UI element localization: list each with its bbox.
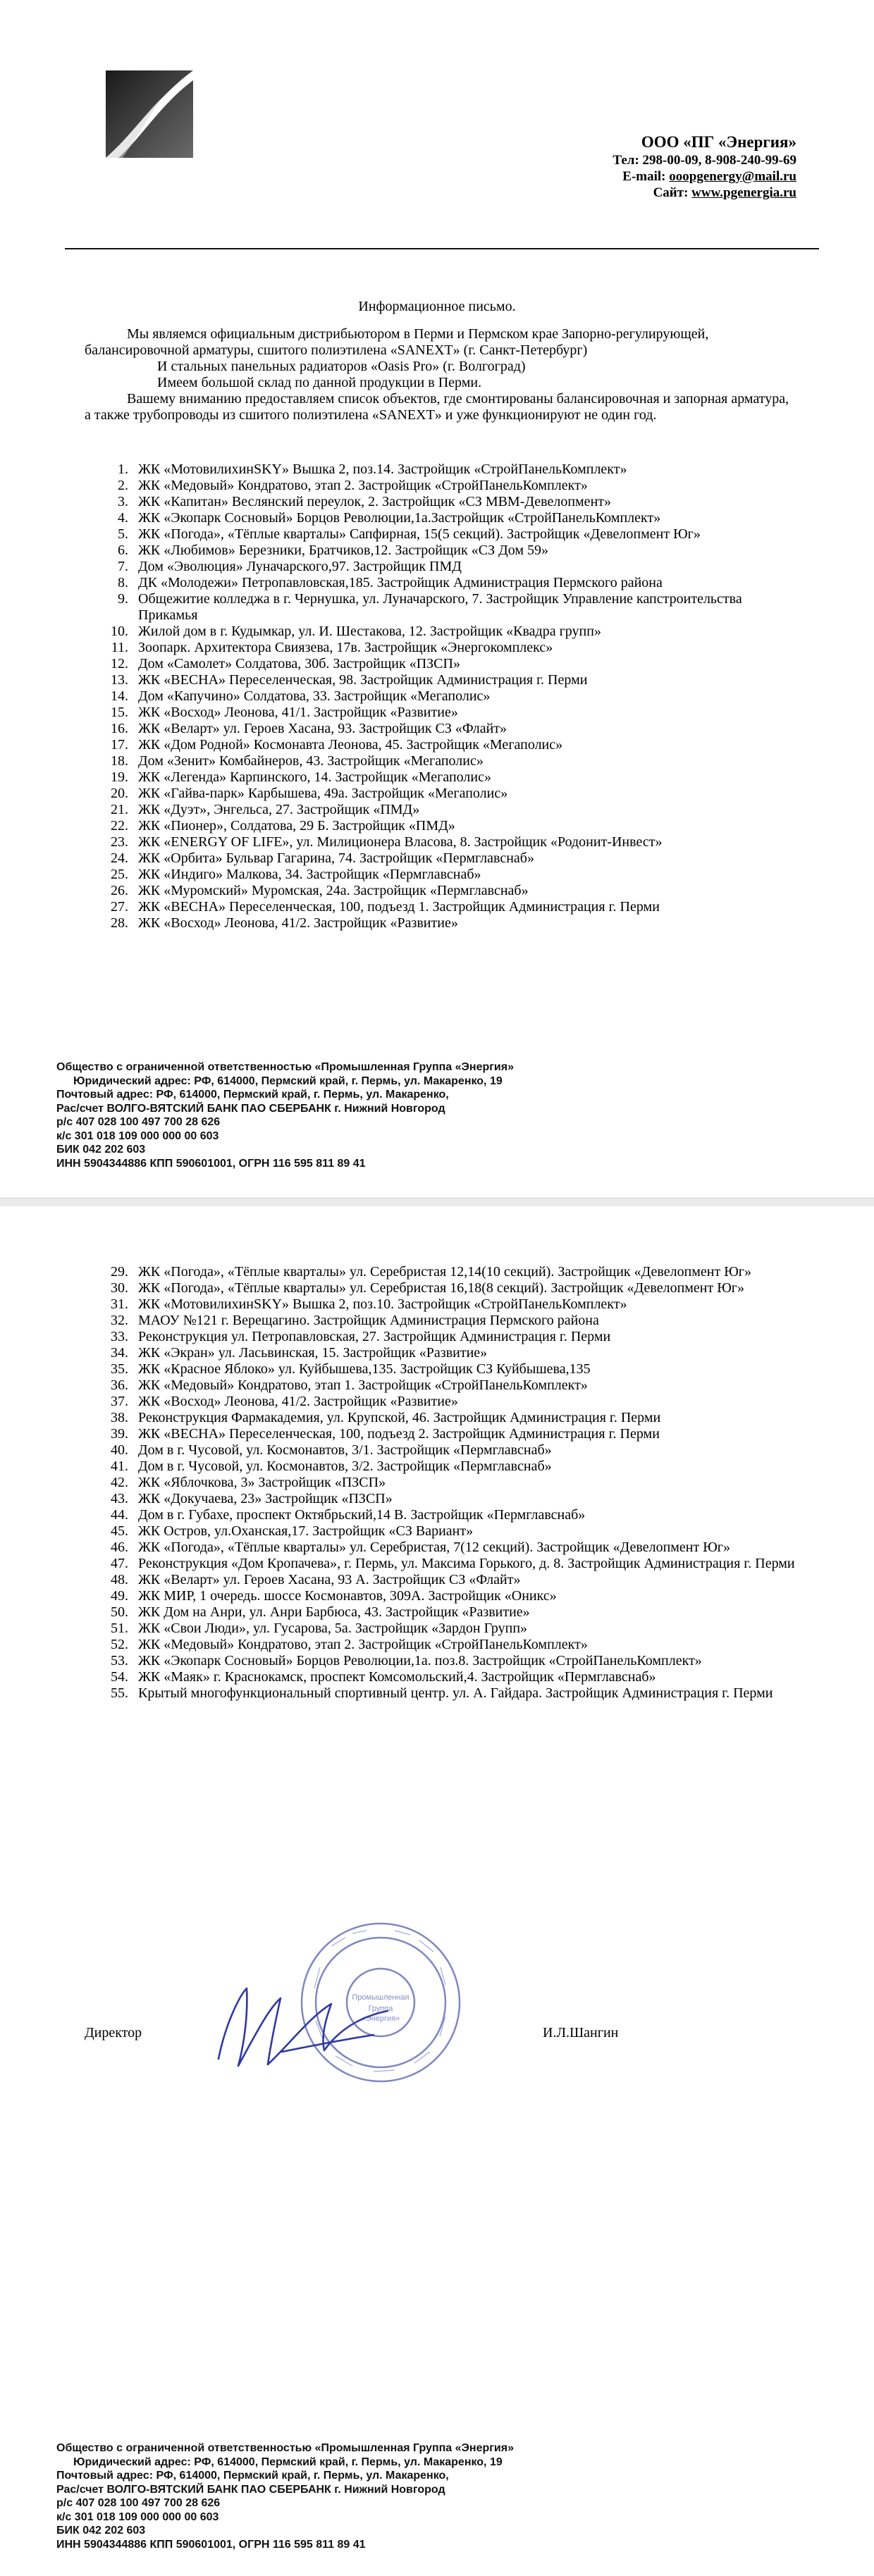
svg-text:Промышленная: Промышленная	[352, 1993, 410, 2002]
object-list-item	[110, 1523, 815, 1540]
object-list-item	[110, 1491, 815, 1507]
object-text: ЖК «Экопарк Сосновый» Борцов Революции,1а. поз.8. Застройщик «СтройПанельКомплект»	[138, 1653, 702, 1668]
object-number: 6.	[118, 543, 128, 558]
object-text: ЖК «МотовилихинSKY» Вышка 2, поз.14. Застройщик «СтройПанельКомплект»	[138, 462, 627, 477]
object-text: ДК «Молодежи» Петропавловская,185. Застройщик Администрация Пермского района	[138, 575, 663, 590]
object-number: 47.	[111, 1556, 128, 1571]
object-number: 8.	[118, 575, 128, 590]
intro-paragraph: Мы являемся официальным дистрибьютором в Перми и Пермском крае Запорно-регулирующей, балансировочной арматуры, сшитого полиэтилена «SANEXT» (г. Санкт-Петербург)	[85, 326, 709, 358]
object-list-item	[110, 1653, 815, 1669]
object-text: ЖК «Веларт» ул. Героев Хасана, 93 А. Застройщик СЗ «Флайт»	[138, 1572, 521, 1587]
footer-inn: ИНН 5904344886 КПП 590601001, ОГРН 116 595 811 89 41	[56, 1157, 366, 1170]
object-number: 1.	[118, 462, 128, 477]
object-list-item	[110, 1394, 815, 1410]
object-text: Реконструкция Фармакадемия, ул. Крупской, 46. Застройщик Администрация г. Перми	[138, 1410, 661, 1425]
object-text: ЖК «МотовилихинSKY» Вышка 2, поз.10. Застройщик «СтройПанельКомплект»	[138, 1296, 627, 1312]
object-text: ЖК «Докучаева, 23» Застройщик «ПЗСП»	[138, 1491, 393, 1506]
object-text: ЖК «Пионер», Солдатова, 29 Б. Застройщик «ПМД»	[138, 818, 455, 834]
object-list-item	[110, 721, 744, 737]
object-list-item	[110, 510, 744, 526]
object-list-item	[110, 559, 744, 575]
object-text: ЖК «Муромский» Муромская, 24а. Застройщик «Пермглавснаб»	[138, 883, 529, 898]
object-list-item	[110, 1313, 815, 1329]
footer-legal-address: Юридический адрес: РФ, 614000, Пермский край, г. Пермь, ул. Макаренко, 19	[73, 2456, 503, 2468]
object-number: 30.	[111, 1280, 128, 1296]
object-list-item	[110, 1264, 815, 1280]
svg-text:Группа: Группа	[368, 2005, 393, 2013]
object-number: 26.	[111, 883, 128, 898]
object-text: ЖК «Восход» Леонова, 41/1. Застройщик «Развитие»	[138, 705, 458, 720]
object-number: 7.	[118, 559, 128, 574]
object-number: 10.	[111, 624, 128, 639]
object-text: ЖК «Легенда» Карпинского, 14. Застройщик «Мегаполис»	[138, 769, 491, 785]
object-list-item	[110, 802, 744, 818]
site-label: Сайт:	[653, 185, 692, 200]
object-number: 2.	[118, 478, 128, 493]
object-text: МАОУ №121 г. Верещагино. Застройщик Администрация Пермского района	[138, 1313, 599, 1328]
object-number: 27.	[111, 899, 128, 915]
object-text: ЖК «Орбита» Бульвар Гагарина, 74. Застройщик «Пермглавснаб»	[138, 850, 534, 866]
header-divider	[65, 248, 819, 249]
object-list-item	[110, 543, 744, 559]
object-number: 34.	[111, 1345, 128, 1361]
object-list-item	[110, 737, 744, 753]
object-number: 9.	[118, 591, 128, 607]
object-number: 5.	[118, 526, 128, 542]
object-list-item	[110, 656, 744, 672]
object-text: Жилой дом в г. Кудымкар, ул. И. Шестакова, 12. Застройщик «Квадра групп»	[138, 624, 601, 639]
object-number: 48.	[111, 1572, 128, 1587]
object-text: ЖК «Погода», «Тёплые кварталы» ул. Серебристая 12,14(10 секций). Застройщик «Девелопмент Юг»	[138, 1264, 752, 1280]
object-number: 53.	[111, 1653, 128, 1668]
object-list-item	[110, 1329, 815, 1345]
object-list-item	[110, 672, 744, 688]
footer-bank: Рас/счет ВОЛГО-ВЯТСКИЙ БАНК ПАО СБЕРБАНК г. Нижний Новгород	[56, 1102, 445, 1115]
object-list-item	[110, 1280, 815, 1296]
object-list-item	[110, 1588, 815, 1604]
footer-requisites	[56, 1060, 514, 1170]
object-number: 31.	[111, 1296, 128, 1312]
object-text: Дом «Капучино» Солдатова, 33. Застройщик «Мегаполис»	[138, 688, 491, 704]
object-text: ЖК «Капитан» Веслянский переулок, 2. Застройщик «СЗ МВМ-Девелопмент»	[138, 494, 612, 509]
object-number: 51.	[111, 1621, 128, 1636]
object-number: 41.	[111, 1459, 128, 1474]
object-number: 22.	[111, 818, 128, 834]
object-text: Крытый многофункциональный спортивный центр. ул. А. Гайдара. Застройщик Администрация г. Перми	[138, 1685, 773, 1701]
object-list-item	[110, 1637, 815, 1653]
objects-list-page-1	[110, 462, 744, 931]
object-list-item	[110, 1361, 815, 1377]
company-contacts	[613, 132, 796, 201]
object-number: 46.	[111, 1540, 128, 1555]
object-number: 14.	[111, 688, 128, 704]
object-list-item	[110, 1426, 815, 1442]
footer-postal-address: Почтовый адрес: РФ, 614000, Пермский край, г. Пермь, ул. Макаренко,	[56, 2470, 449, 2482]
object-text: ЖК «Веларт» ул. Героев Хасана, 93. Застройщик СЗ «Флайт»	[138, 721, 507, 736]
object-list-item	[110, 867, 744, 883]
object-list-item	[110, 786, 744, 802]
object-number: 11.	[111, 640, 128, 655]
object-number: 20.	[111, 786, 128, 801]
object-text: ЖК «Любимов» Березники, Братчиков,12. Застройщик «СЗ Дом 59»	[138, 543, 549, 558]
object-list-item	[110, 624, 744, 640]
object-number: 39.	[111, 1426, 128, 1442]
object-list-item	[110, 1556, 815, 1572]
object-text: Зоопарк. Архитектора Свиязева, 17в. Застройщик «Энергокомплекс»	[138, 640, 553, 655]
object-text: ЖК «Погода», «Тёплые кварталы» ул. Серебристая, 7(12 секций). Застройщик «Девелопмент Юг»	[138, 1540, 731, 1555]
object-text: ЖК «ВЕСНА» Переселенческая, 100, подъезд 2. Застройщик Администрация г. Перми	[138, 1426, 660, 1442]
object-number: 37.	[111, 1394, 128, 1409]
company-phone: Тел: 298-00-09, 8-908-240-99-69	[613, 153, 796, 168]
object-text: Дом «Зенит» Комбайнеров, 43. Застройщик «Мегаполис»	[138, 753, 484, 769]
object-text: ЖК «Восход» Леонова, 41/2. Застройщик «Развитие»	[138, 1394, 458, 1409]
footer-legal-address: Юридический адрес: РФ, 614000, Пермский край, г. Пермь, ул. Макаренко, 19	[73, 1075, 503, 1087]
object-number: 32.	[111, 1313, 128, 1328]
object-list-item	[110, 915, 744, 931]
footer-bank: Рас/счет ВОЛГО-ВЯТСКИЙ БАНК ПАО СБЕРБАНК г. Нижний Новгород	[56, 2483, 445, 2496]
object-list-item	[110, 753, 744, 769]
object-text: Дом в г. Губахе, проспект Октябрьский,14 В. Застройщик «Пермглавснаб»	[138, 1507, 586, 1523]
object-number: 44.	[111, 1507, 128, 1523]
object-list-item	[110, 591, 744, 624]
company-logo-icon	[106, 70, 193, 158]
object-list-item	[110, 640, 744, 656]
object-text: ЖК «ENERGY OF LIFE», ул. Милиционера Власова, 8. Застройщик «Родонит-Инвест»	[138, 834, 663, 850]
object-list-item	[110, 818, 744, 834]
email-label: E-mail:	[622, 169, 670, 184]
object-text: ЖК «ВЕСНА» Переселенческая, 98. Застройщик Администрация г. Перми	[138, 672, 588, 688]
object-number: 29.	[111, 1264, 128, 1280]
object-list-item	[110, 1410, 815, 1426]
letter-intro	[85, 326, 789, 423]
object-text: ЖК «Погода», «Тёплые кварталы» Сапфирная, 15(5 секций). Застройщик «Девелопмент Юг»	[138, 526, 701, 542]
object-number: 12.	[111, 656, 128, 671]
object-list-item	[110, 850, 744, 867]
object-list-item	[110, 1475, 815, 1491]
object-text: ЖК Дом на Анри, ул. Анри Барбюса, 43. Застройщик «Развитие»	[138, 1604, 530, 1620]
object-list-item	[110, 834, 744, 850]
object-text: Реконструкция ул. Петропавловская, 27. Застройщик Администрация г. Перми	[138, 1329, 611, 1344]
object-number: 21.	[111, 802, 128, 817]
director-title: Директор	[85, 2025, 142, 2041]
object-number: 33.	[111, 1329, 128, 1344]
footer-postal-address: Почтовый адрес: РФ, 614000, Пермский край, г. Пермь, ул. Макаренко,	[56, 1089, 449, 1101]
object-text: Дом в г. Чусовой, ул. Космонавтов, 3/2. Застройщик «Пермглавснаб»	[138, 1459, 552, 1474]
object-text: Реконструкция «Дом Кропачева», г. Пермь, ул. Максима Горького, д. 8. Застройщик Администрация г. Перми	[138, 1556, 795, 1571]
object-text: ЖК «Медовый» Кондратово, этап 2. Застройщик «СтройПанельКомплект»	[138, 478, 588, 493]
letter-title: Информационное письмо.	[358, 299, 516, 314]
object-list-item	[110, 1459, 815, 1475]
object-number: 28.	[111, 915, 128, 931]
object-text: ЖК Остров, ул.Оханская,17. Застройщик «СЗ Вариант»	[138, 1523, 474, 1539]
object-number: 55.	[111, 1685, 128, 1701]
letter-page-2	[0, 1206, 874, 2576]
object-list-item	[110, 1621, 815, 1637]
object-list-item	[110, 1685, 815, 1702]
object-number: 4.	[118, 510, 128, 526]
footer-org: Общество с ограниченной ответственностью «Промышленная Группа «Энергия»	[56, 2442, 514, 2454]
object-text: Дом в г. Чусовой, ул. Космонавтов, 3/1. Застройщик «Пермглавснаб»	[138, 1442, 552, 1458]
object-text: ЖК «Индиго» Малкова, 34. Застройщик «Пермглавснаб»	[138, 867, 481, 882]
footer-org: Общество с ограниченной ответственностью «Промышленная Группа «Энергия»	[56, 1061, 514, 1073]
object-number: 16.	[111, 721, 128, 736]
object-list-item	[110, 1669, 815, 1685]
footer-corr-account: к/с 301 018 109 000 000 00 603	[56, 1129, 219, 1142]
object-list-item	[110, 462, 744, 478]
svg-text:«Энергия»: «Энергия»	[361, 2014, 400, 2023]
object-number: 19.	[111, 769, 128, 785]
company-name: ООО «ПГ «Энергия»	[641, 133, 796, 151]
intro-paragraph: И стальных панельных радиаторов «Oasis Pro» (г. Волгоград)	[157, 359, 526, 374]
director-signature-icon	[197, 1967, 409, 2080]
object-number: 50.	[111, 1604, 128, 1620]
object-number: 17.	[111, 737, 128, 753]
footer-account: р/с 407 028 100 497 700 28 626	[56, 1116, 221, 1128]
object-number: 13.	[111, 672, 128, 688]
intro-paragraph: Вашему вниманию предоставляем список объектов, где смонтированы балансировочная и запорная арматура, а также трубопроводы из сшитого полиэтилена «SANEXT» и уже функционируют не один год.	[85, 391, 789, 423]
company-email-row	[613, 168, 796, 185]
object-number: 45.	[111, 1523, 128, 1539]
object-list-item	[110, 1442, 815, 1459]
object-list-item	[110, 1604, 815, 1621]
object-list-item	[110, 575, 744, 591]
director-name: И.Л.Шангин	[543, 2025, 619, 2041]
footer-bik: БИК 042 202 603	[56, 2525, 146, 2537]
object-text: ЖК «Дом Родной» Космонавта Леонова, 45. Застройщик «Мегаполис»	[138, 737, 563, 753]
object-number: 42.	[111, 1475, 128, 1490]
object-number: 38.	[111, 1410, 128, 1425]
email-link[interactable]: ooopgenergy@mail.ru	[669, 169, 796, 184]
object-list-item	[110, 1296, 815, 1313]
letter-page-1	[0, 0, 874, 1206]
object-list-item	[110, 1507, 815, 1523]
object-text: ЖК «Гайва-парк» Карбышева, 49а. Застройщик «Мегаполис»	[138, 786, 508, 801]
object-text: ЖК МИР, 1 очередь. шоссе Космонавтов, 309А. Застройщик «Оникс»	[138, 1588, 557, 1604]
object-text: Дом «Эволюция» Луначарского,97. Застройщик ПМД	[138, 559, 462, 574]
object-text: ЖК «Погода», «Тёплые кварталы» ул. Серебристая 16,18(8 секций). Застройщик «Девелопмент Юг»	[138, 1280, 745, 1296]
object-number: 18.	[111, 753, 128, 769]
objects-list-page-2	[110, 1264, 815, 1702]
object-number: 40.	[111, 1442, 128, 1458]
object-text: ЖК «Красное Яблоко» ул. Куйбышева,135. Застройщик СЗ Куйбышева,135	[138, 1361, 591, 1377]
object-list-item	[110, 478, 744, 494]
object-list-item	[110, 1345, 815, 1361]
object-number: 3.	[118, 494, 128, 509]
object-list-item	[110, 899, 744, 915]
object-text: ЖК «Экран» ул. Ласьвинская, 15. Застройщик «Развитие»	[138, 1345, 488, 1361]
object-number: 23.	[111, 834, 128, 850]
object-text: ЖК «Маяк» г. Краснокамск, проспект Комсомольский,4. Застройщик «Пермглавснаб»	[138, 1669, 656, 1685]
object-list-item	[110, 1572, 815, 1588]
object-number: 52.	[111, 1637, 128, 1652]
object-list-item	[110, 769, 744, 786]
intro-paragraph: Имеем большой склад по данной продукции в Перми.	[157, 375, 482, 390]
object-text: Общежитие колледжа в г. Чернушка, ул. Луначарского, 7. Застройщик Управление капстроительства Прикамья	[138, 591, 742, 623]
company-site-row	[613, 185, 796, 201]
object-text: ЖК «Медовый» Кондратово, этап 1. Застройщик «СтройПанельКомплект»	[138, 1377, 588, 1393]
object-number: 25.	[111, 867, 128, 882]
object-list-item	[110, 705, 744, 721]
object-number: 35.	[111, 1361, 128, 1377]
object-number: 49.	[111, 1588, 128, 1604]
object-list-item	[110, 494, 744, 510]
object-text: ЖК «Медовый» Кондратово, этап 2. Застройщик «СтройПанельКомплект»	[138, 1637, 588, 1652]
site-link[interactable]: www.pgenergia.ru	[691, 185, 796, 200]
footer-account: р/с 407 028 100 497 700 28 626	[56, 2497, 221, 2509]
object-number: 43.	[111, 1491, 128, 1506]
object-text: ЖК «Дуэт», Энгельса, 27. Застройщик «ПМД»	[138, 802, 420, 817]
object-text: ЖК «Свои Люди», ул. Гусарова, 5а. Застройщик «Зардон Групп»	[138, 1621, 528, 1636]
footer-corr-account: к/с 301 018 109 000 000 00 603	[56, 2510, 219, 2523]
footer-inn: ИНН 5904344886 КПП 590601001, ОГРН 116 595 811 89 41	[56, 2538, 366, 2551]
object-list-item	[110, 688, 744, 705]
object-list-item	[110, 883, 744, 899]
object-number: 24.	[111, 850, 128, 866]
object-text: ЖК «Экопарк Сосновый» Борцов Революции,1а.Застройщик «СтройПанельКомплект»	[138, 510, 661, 526]
footer-bik: БИК 042 202 603	[56, 1144, 146, 1156]
object-list-item	[110, 1377, 815, 1394]
object-number: 54.	[111, 1669, 128, 1685]
object-text: ЖК «ВЕСНА» Переселенческая, 100, подъезд 1. Застройщик Администрация г. Перми	[138, 899, 660, 915]
object-text: ЖК «Восход» Леонова, 41/2. Застройщик «Развитие»	[138, 915, 458, 931]
object-number: 15.	[111, 705, 128, 720]
object-text: ЖК «Яблочкова, 3» Застройщик «ПЗСП»	[138, 1475, 386, 1490]
object-list-item	[110, 1540, 815, 1556]
object-number: 36.	[111, 1377, 128, 1393]
footer-requisites	[56, 2441, 514, 2551]
object-text: Дом «Самолет» Солдатова, 30б. Застройщик «ПЗСП»	[138, 656, 460, 671]
object-list-item	[110, 526, 744, 543]
